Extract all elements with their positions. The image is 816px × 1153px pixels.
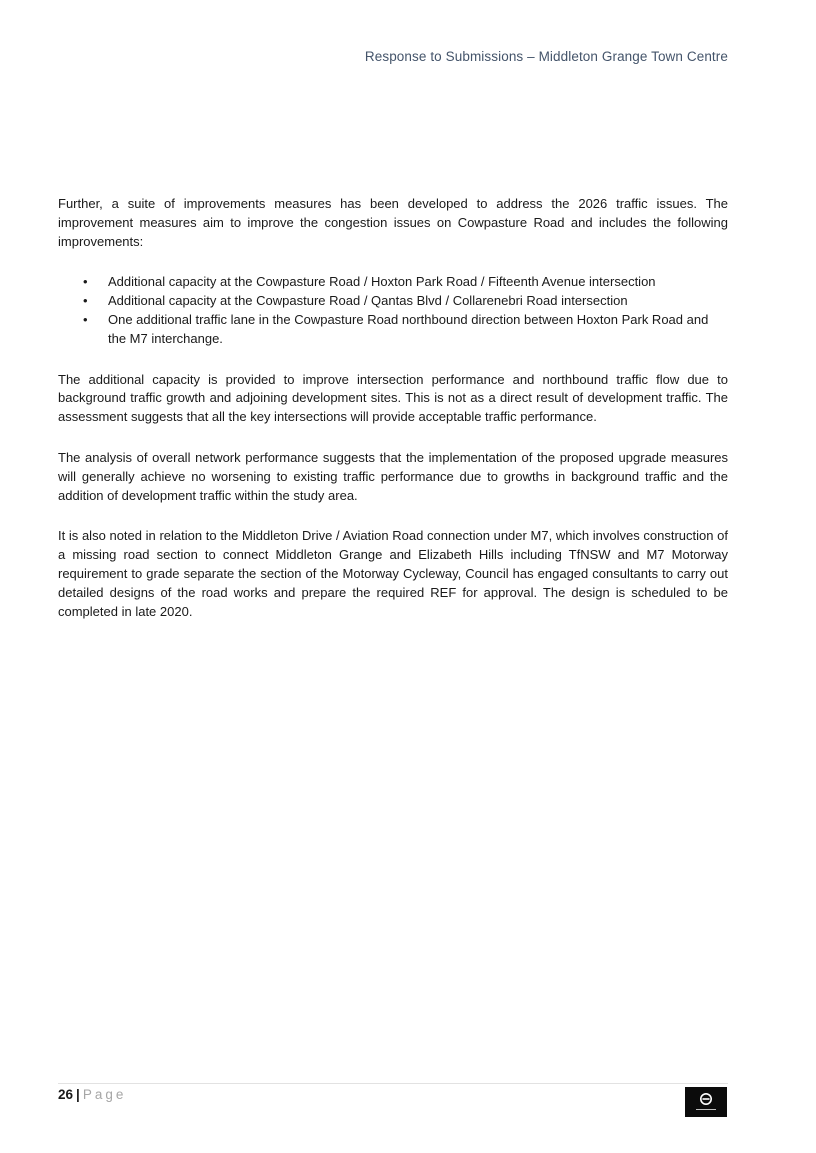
running-header: Response to Submissions – Middleton Grange Town Centre [364,49,728,64]
page-label: Page [82,1087,127,1102]
list-item-text: One additional traffic lane in the Cowpasture Road northbound direction between Hoxton Park Road and the M7 interchange. [108,311,709,346]
page-number: 26 [58,1087,74,1102]
bullet-icon: • [83,311,88,327]
improvements-list [58,273,728,348]
logo-mark-icon [685,1087,727,1117]
list-item [58,273,728,292]
list-item [58,311,728,349]
middleton-drive-paragraph: It is also noted in relation to the Middleton Drive / Aviation Road connection under M7, which involves construction of a missing road section to connect Middleton Grange and Elizabeth Hills including TfNSW and M7 Motorway requirement to grade separate the section of the Motorway Cycleway, Council has engaged consultants to carry out detailed designs of the road works and prepare the required REF for approval. The design is scheduled to be completed in late 2020. [58,528,728,619]
bullet-icon: • [83,274,88,290]
bullet-icon: • [83,293,88,309]
network-performance-paragraph: The analysis of overall network performance suggests that the implementation of the proposed upgrade measures will generally achieve no worsening to existing traffic performance due to growths in background traffic and the addition of development traffic within the study area. [58,449,728,503]
list-item-text: Additional capacity at the Cowpasture Road / Qantas Blvd / Collarenebri Road intersection [108,293,628,309]
footer-divider [58,1083,728,1084]
list-item-text: Additional capacity at the Cowpasture Road / Hoxton Park Road / Fifteenth Avenue intersection [108,274,656,290]
intro-paragraph: Further, a suite of improvements measures has been developed to address the 2026 traffic issues. The improvement measures aim to improve the congestion issues on Cowpasture Road and includes the following improvements: [58,196,728,249]
capacity-paragraph: The additional capacity is provided to improve intersection performance and northbound traffic flow due to background traffic growth and adjoining development sites. This is not as a direct result of development traffic. The assessment suggests that all the key intersections will provide acceptable traffic performance. [58,371,728,425]
footer-separator: | [76,1087,80,1102]
list-item [58,292,728,311]
company-logo [685,1087,727,1117]
document-body [58,195,728,643]
page-footer [58,1087,126,1102]
